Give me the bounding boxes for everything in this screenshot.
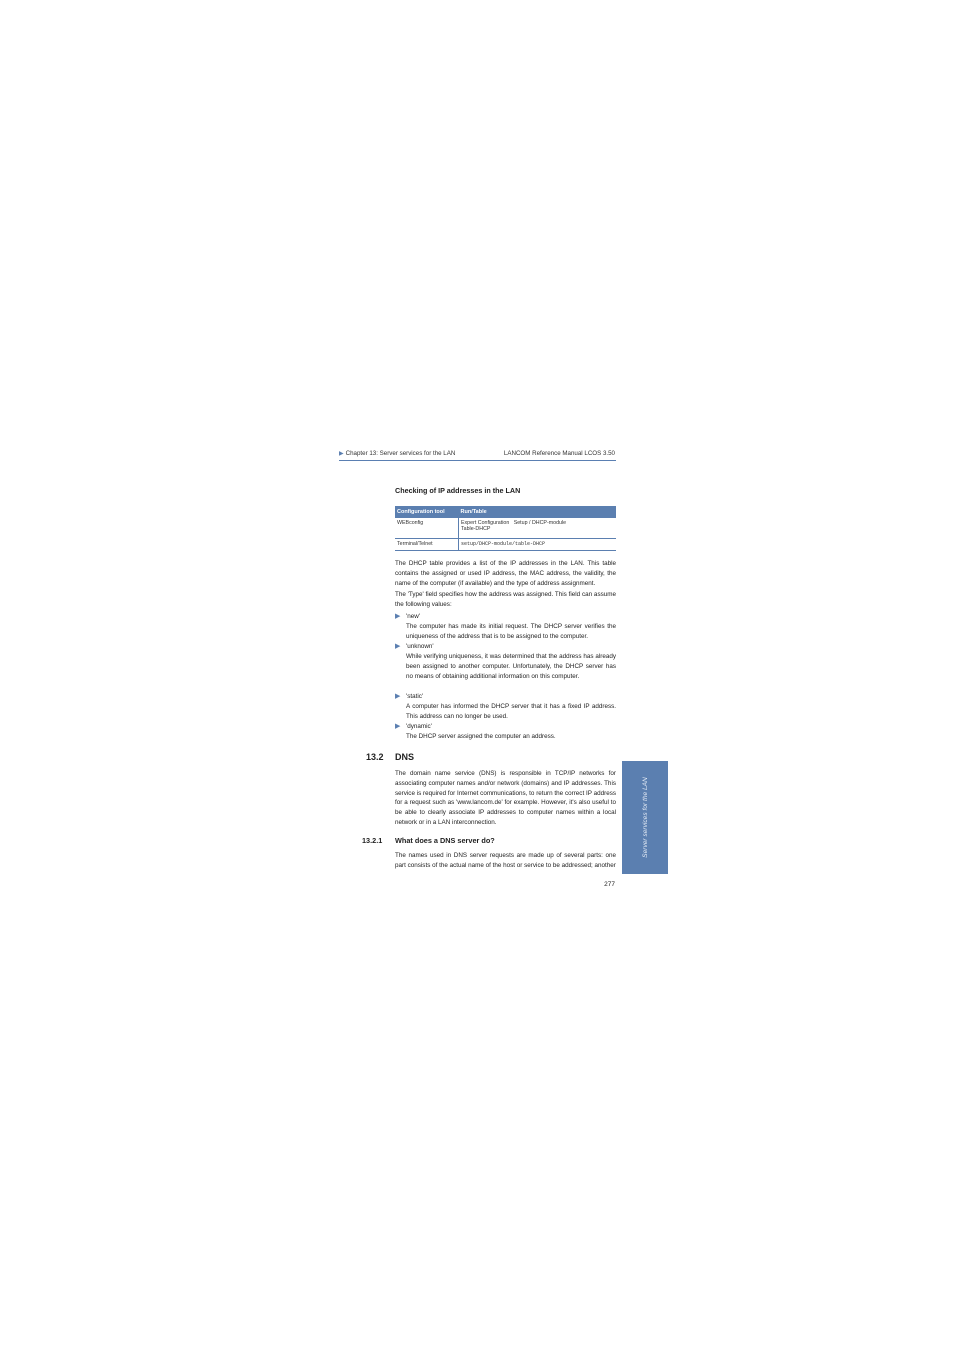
- paragraph-dhcp-table: The DHCP table provides a list of the IP addresses in the LAN. This table contains the assigned or used IP address, the MAC address, the validity, the name of the computer (if available) and the type of address assignment.: [395, 560, 616, 587]
- subsection-number: 13.2.1: [362, 836, 383, 845]
- table-header-tool: Configuration tool: [395, 506, 459, 518]
- subsection-heading: Checking of IP addresses in the LAN: [395, 486, 521, 495]
- running-header-manual: LANCOM Reference Manual LCOS 3.50: [503, 450, 615, 457]
- bullet-term: 'static': [406, 693, 424, 700]
- bullet-term: 'dynamic': [406, 723, 432, 730]
- paragraph-type-field: The 'Type' field specifies how the address was assigned. This field can assume the following values:: [395, 591, 616, 608]
- bullet-arrow-icon: ▶: [395, 643, 401, 650]
- table-row: [395, 539, 616, 551]
- paragraph-dns: The domain name service (DNS) is responsible in TCP/IP networks for associating computer names and/or network (domains) and IP addresses. This service is required for Internet communications, to return the correct IP address for a request such as 'www.lancom.de' for example. However, it's also useful to be able to clearly associate IP addresses to computer names within a local network or in a LAN interconnection.: [395, 770, 616, 826]
- triangle-icon: ▶: [339, 451, 344, 457]
- running-header-chapter: [339, 450, 455, 457]
- bullet-description: The computer has made its initial request. The DHCP server verifies the uniqueness of the address that is to be assigned to the computer.: [406, 623, 616, 640]
- chapter-side-tab: [622, 761, 668, 874]
- run-path-line: Table-DHCP: [461, 526, 491, 532]
- table-cell-run: [459, 518, 617, 539]
- bullet-arrow-icon: ▶: [395, 723, 401, 730]
- table-cell-tool: Terminal/Telnet: [395, 539, 459, 551]
- table-cell-run: setup/DHCP-module/table-DHCP: [459, 539, 617, 551]
- table-row: [395, 518, 616, 539]
- header-rule: [339, 460, 616, 461]
- bullet-description: A computer has informed the DHCP server that it has a fixed IP address. This address can no longer be used.: [406, 703, 616, 720]
- bullet-arrow-icon: ▶: [395, 693, 401, 700]
- bullet-term: 'unknown': [406, 643, 434, 650]
- page-number: 277: [604, 881, 615, 888]
- bullet-description: While verifying uniqueness, it was determined that the address has already been assigned to another computer. Unfortunately, the DHCP server has no means of obtaining additional information on this computer.: [406, 653, 616, 680]
- side-tab-label: Server services for the LAN: [641, 777, 649, 858]
- chapter-label: Chapter 13: Server services for the LAN: [345, 450, 456, 457]
- table-header-run: Run/Table: [459, 506, 617, 518]
- paragraph-dns-server: The names used in DNS server requests are made up of several parts: one part consists of the actual name of the host or service to be addressed; another: [395, 852, 616, 869]
- run-path-line: Expert Configuration Setup / DHCP-module: [461, 520, 567, 526]
- bullet-arrow-icon: ▶: [395, 613, 401, 620]
- config-table: [395, 506, 616, 551]
- subsection-title: What does a DNS server do?: [395, 836, 495, 845]
- section-title: DNS: [395, 752, 415, 762]
- table-cell-tool: WEBconfig: [395, 518, 459, 539]
- section-number: 13.2: [366, 752, 384, 762]
- bullet-description: The DHCP server assigned the computer an address.: [406, 733, 556, 740]
- bullet-term: 'new': [406, 613, 420, 620]
